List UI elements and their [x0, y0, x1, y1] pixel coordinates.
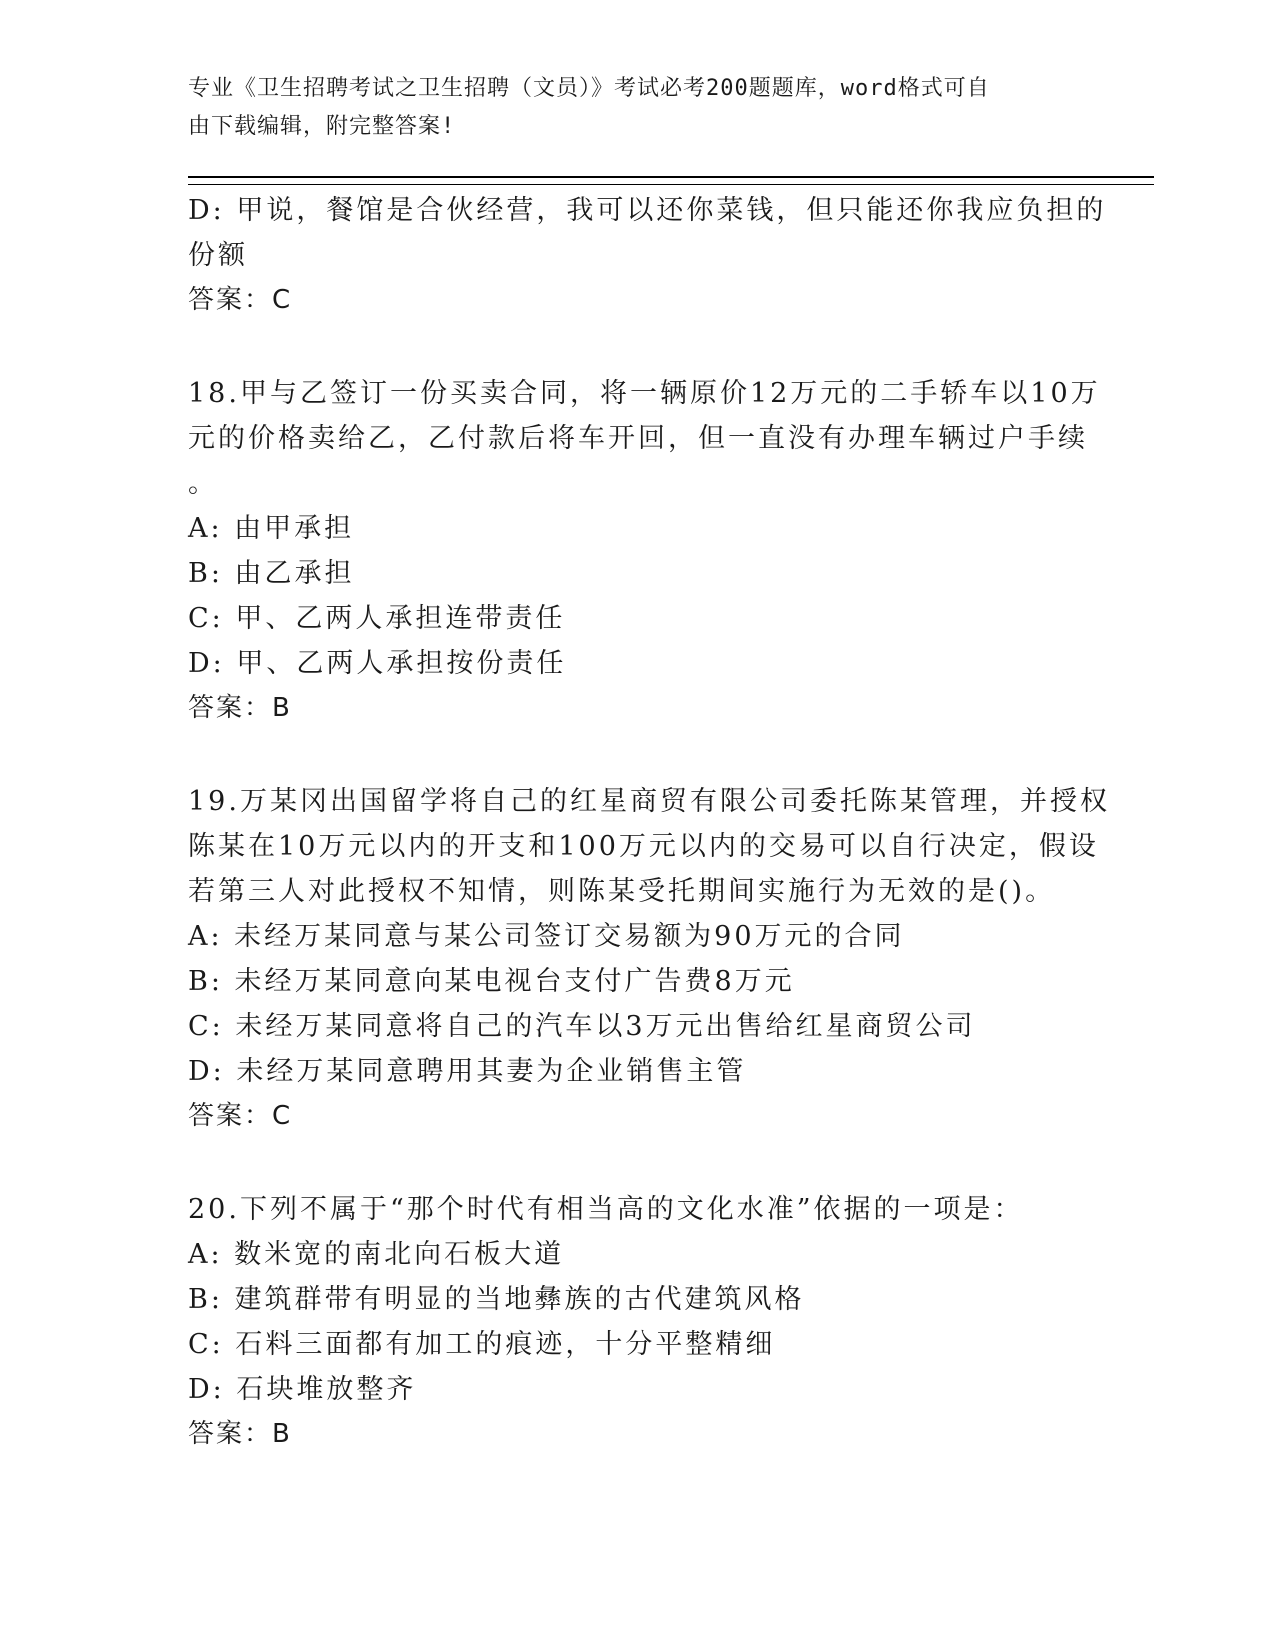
header-line-2: 由下载编辑，附完整答案!	[188, 114, 456, 139]
option-d-line-2: 份额	[188, 240, 248, 271]
option-a: A: 未经万某同意与某公司签订交易额为90万元的合同	[188, 921, 905, 952]
option-d: D: 石块堆放整齐	[188, 1374, 417, 1405]
question-content	[188, 188, 1110, 1457]
question-stem-line: 若第三人对此授权不知情，则陈某受托期间实施行为无效的是()。	[188, 876, 1056, 907]
question-stem-line: 20.下列不属于“那个时代有相当高的文化水准”依据的一项是：	[188, 1194, 1024, 1225]
option-c: C: 甲、乙两人承担连带责任	[188, 603, 566, 634]
header-rule-thin	[188, 184, 1154, 185]
question-stem-line: 陈某在10万元以内的开支和100万元以内的交易可以自行决定，假设	[188, 831, 1099, 862]
page-header	[188, 70, 1068, 146]
option-b: B: 由乙承担	[188, 558, 355, 589]
question-stem-line: 19.万某冈出国留学将自己的红星商贸有限公司委托陈某管理，并授权	[188, 786, 1110, 817]
option-b: B: 建筑群带有明显的当地彝族的古代建筑风格	[188, 1284, 805, 1315]
question-19	[188, 779, 1110, 1139]
question-18	[188, 371, 1101, 731]
header-rule-thick	[188, 176, 1154, 178]
option-d: D: 未经万某同意聘用其妻为企业销售主管	[188, 1056, 747, 1087]
question-stem-line: 18.甲与乙签订一份买卖合同，将一辆原价12万元的二手轿车以10万	[188, 378, 1101, 409]
option-c: C: 石料三面都有加工的痕迹，十分平整精细	[188, 1329, 776, 1360]
question-stem-line: 。	[188, 468, 218, 499]
answer-label: 答案：B	[188, 1419, 292, 1449]
option-a: A: 数米宽的南北向石板大道	[188, 1239, 565, 1270]
answer-label: 答案：C	[188, 285, 293, 315]
answer-label: 答案：B	[188, 693, 292, 723]
question-stem-line: 元的价格卖给乙，乙付款后将车开回，但一直没有办理车辆过户手续	[188, 423, 1088, 454]
option-d-line-1: D: 甲说，餐馆是合伙经营，我可以还你菜钱，但只能还你我应负担的	[188, 195, 1107, 226]
question-17-tail	[188, 188, 1107, 323]
option-b: B: 未经万某同意向某电视台支付广告费8万元	[188, 966, 795, 997]
option-a: A: 由甲承担	[188, 513, 355, 544]
header-line-1: 专业《卫生招聘考试之卫生招聘（文员）》考试必考200题题库，word格式可自	[188, 76, 990, 101]
option-c: C: 未经万某同意将自己的汽车以3万元出售给红星商贸公司	[188, 1011, 976, 1042]
answer-label: 答案：C	[188, 1101, 293, 1131]
option-d: D: 甲、乙两人承担按份责任	[188, 648, 567, 679]
question-20	[188, 1187, 1088, 1457]
